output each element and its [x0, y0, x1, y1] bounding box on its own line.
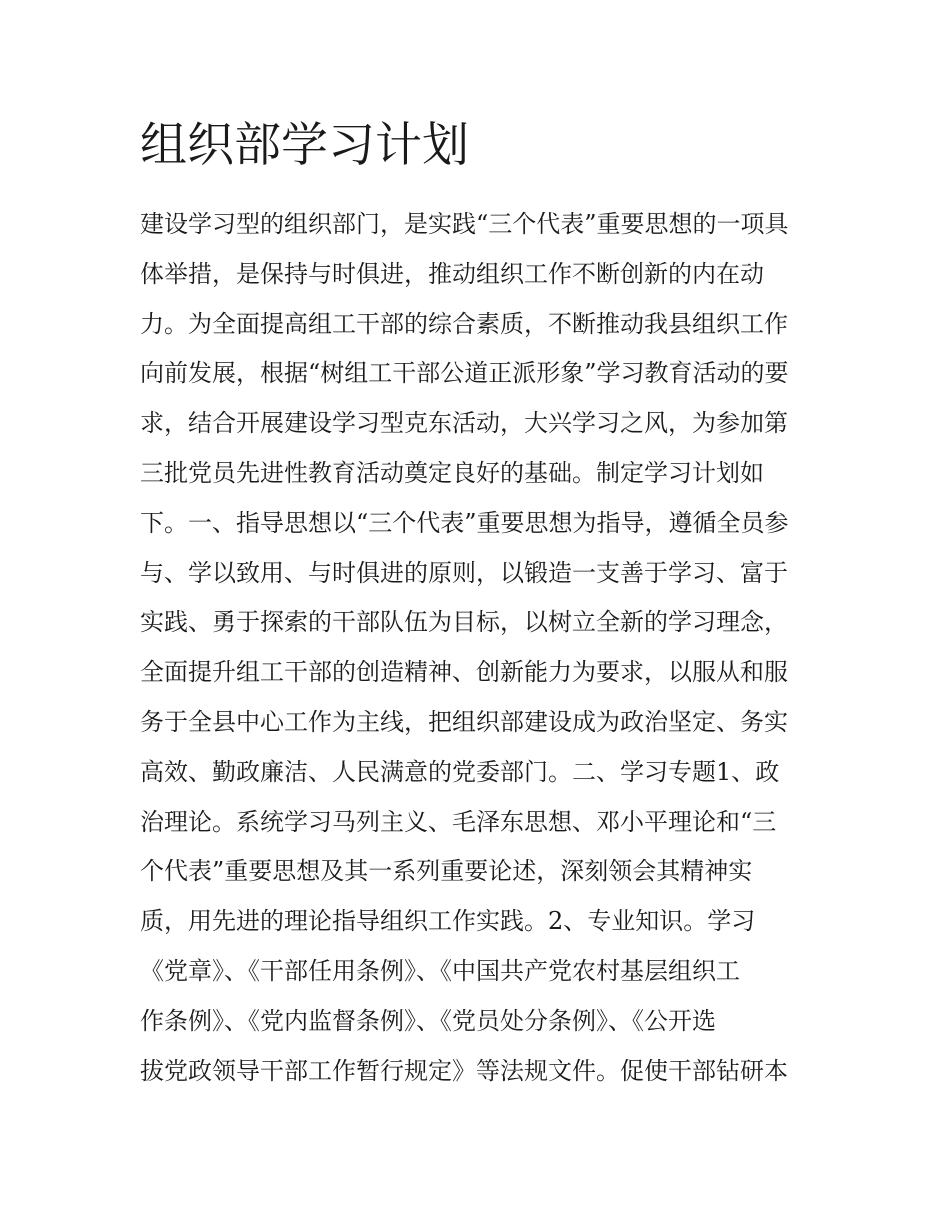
- body-line: 与、学以致用、与时俱进的原则，以锻造一支善于学习、富于: [140, 558, 788, 587]
- body-line: 治理论。系统学习马列主义、毛泽东思想、邓小平理论和“三: [140, 807, 777, 836]
- body-line: 高效、勤政廉洁、人民满意的党委部门。二、学习专题1、政: [140, 757, 780, 786]
- body-line: 质，用先进的理论指导组织工作实践。2、专业知识。学习: [140, 907, 756, 936]
- body-line: 力。为全面提高组工干部的综合素质，不断推动我县组织工作: [140, 309, 788, 338]
- body-line: 体举措，是保持与时俱进，推动组织工作不断创新的内在动: [140, 259, 764, 288]
- body-line: 向前发展，根据“树组工干部公道正派形象”学习教育活动的要: [140, 359, 789, 388]
- body-line: 三批党员先进性教育活动奠定良好的基础。制定学习计划如: [140, 458, 764, 487]
- document-title: 组织部学习计划: [140, 118, 469, 173]
- body-line: 全面提升组工干部的创造精神、创新能力为要求，以服从和服: [140, 658, 788, 687]
- body-line: 拔党政领导干部工作暂行规定》等法规文件。促使干部钻研本: [140, 1056, 788, 1085]
- document-body: [140, 200, 820, 1096]
- body-line: 务于全县中心工作为主线，把组织部建设成为政治坚定、务实: [140, 707, 788, 736]
- body-line: 下。一、指导思想以“三个代表”重要思想为指导，遵循全员参: [140, 508, 789, 537]
- body-line: 求，结合开展建设学习型克东活动，大兴学习之风，为参加第: [140, 409, 788, 438]
- body-line: 《党章》、《干部任用条例》、《中国共产党农村基层组织工: [140, 956, 740, 985]
- body-line: 实践、勇于探索的干部队伍为目标，以树立全新的学习理念，: [140, 608, 788, 637]
- body-line: 个代表”重要思想及其一系列重要论述，深刻领会其精神实: [140, 857, 753, 886]
- body-line: 建设学习型的组织部门，是实践“三个代表”重要思想的一项具: [140, 210, 789, 238]
- body-line: 作条例》、《党内监督条例》、《党员处分条例》、《公开选: [140, 1006, 716, 1035]
